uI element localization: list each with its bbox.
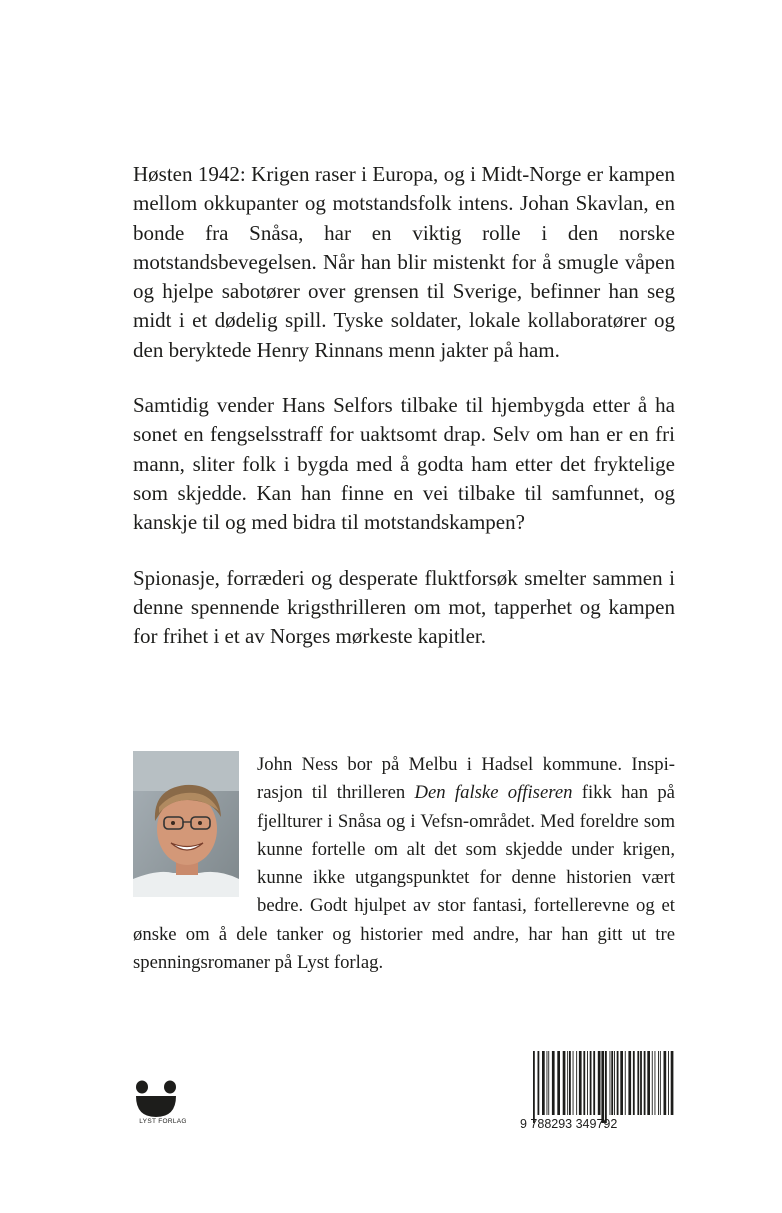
- barcode-bar: [542, 1051, 545, 1115]
- barcode-bar: [655, 1051, 656, 1115]
- barcode-bar: [644, 1051, 646, 1115]
- barcode-bar: [569, 1051, 571, 1115]
- barcode-bar: [633, 1051, 635, 1115]
- barcode-bar: [538, 1051, 540, 1115]
- barcode-bar: [652, 1051, 653, 1115]
- barcode-bar: [587, 1051, 588, 1115]
- barcode-bar: [668, 1051, 669, 1115]
- barcode-bar: [625, 1051, 626, 1115]
- barcode-bar: [563, 1051, 566, 1115]
- smiley-logo-icon: [134, 1077, 192, 1137]
- blurb-paragraph-2: Samtidig vender Hans Selfors tilbake til hjembygda etter å ha sonet en fengselsstraff for uaktsomt drap. Selv om han er en fri mann, sliter folk i bygda med å godta ham etter det fryktelige som skjedde. Kan han finne en vei tilbake til samfunnet, og kanskje til og med bidra til motstandskampen?: [133, 393, 675, 535]
- barcode-bar: [583, 1051, 585, 1115]
- barcode-bar: [614, 1051, 615, 1115]
- back-cover-blurb: [133, 160, 675, 677]
- blurb-paragraph-1: Høsten 1942: Krigen raser i Europa, og i Midt-Norge er kampen mellom okkupanter og motstandsfolk intens. Johan Skavlan, en bonde fra Snåsa, har en viktig rolle i den norske motstandsbevegelsen. Når han blir mistenkt for å smugle våpen og hjelpe sabotører over grensen til Sverige, befinner han seg midt i et dødelig spill. Tyske soldater, lokale kollaboratører og den beryktede Henry Rinnans menn jakter på ham.: [133, 162, 675, 362]
- barcode-bar: [593, 1051, 595, 1115]
- author-bio-start: John Ness bor på Melbu i Hadsel kommune. Inspirasjon til thrilleren: [257, 754, 675, 804]
- barcode-bar: [617, 1051, 619, 1115]
- barcode-bar: [533, 1051, 535, 1123]
- barcode-bar: [548, 1051, 549, 1115]
- barcode-bar: [601, 1051, 604, 1123]
- author-bio: [133, 751, 675, 977]
- barcode-bar: [573, 1051, 574, 1115]
- barcode-bar: [611, 1051, 613, 1115]
- barcode-bar: [557, 1051, 560, 1115]
- barcode-bar: [605, 1051, 607, 1123]
- barcode-bar: [628, 1051, 631, 1115]
- barcode-bar: [620, 1051, 623, 1115]
- book-title: Den falske offiseren: [414, 782, 573, 804]
- barcode-bar: [547, 1051, 548, 1115]
- barcode-bar: [671, 1051, 674, 1115]
- barcode-bar: [567, 1051, 568, 1115]
- barcode-bar: [660, 1051, 661, 1115]
- barcode-bar: [640, 1051, 642, 1115]
- barcode-bar: [610, 1051, 611, 1115]
- isbn-digits: 9 788293 349792: [520, 1117, 618, 1131]
- blurb-paragraph-3: Spionasje, forræderi og desperate fluktforsøk smelter sammen i denne spennende krigsthrilleren om mot, tapperhet og kampen for frihet i et av Norges mørkeste kapitler.: [133, 565, 675, 649]
- publisher-name: LYST FORLAG: [139, 1118, 187, 1125]
- barcode-bar: [647, 1051, 650, 1115]
- photo-spacer: [133, 751, 239, 893]
- barcode-bar: [664, 1051, 667, 1115]
- barcode-bar: [552, 1051, 555, 1115]
- barcode-bar: [658, 1051, 659, 1115]
- barcode-bar: [598, 1051, 601, 1115]
- barcode-bar: [576, 1051, 577, 1115]
- barcode-bar: [590, 1051, 592, 1115]
- barcode-bar: [579, 1051, 582, 1115]
- author-bio-end: fikk han på fjellturer i Snåsa og i Vefsn-området. Med foreldre som kunne fortelle om alt det som skjedde under krigen, kunne ikke utgangspunktet for denne historien vært bedre. Godt hjulpet av stor fantasi, fortellerevne og et ønske om å dele tanker og historier med andre, har han gitt ut tre spenningsromaner på Lyst forlag.: [133, 782, 675, 974]
- barcode-bar: [637, 1051, 639, 1115]
